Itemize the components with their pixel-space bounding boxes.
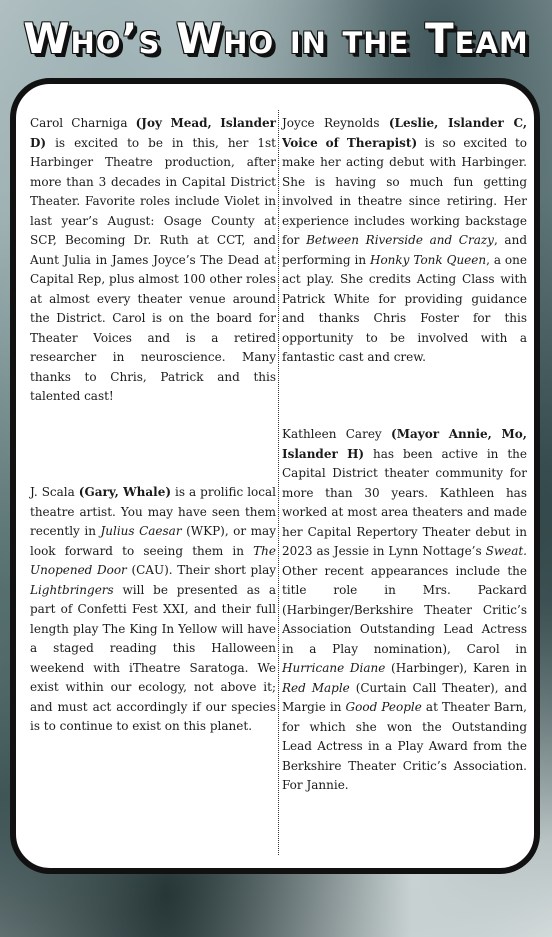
bio-text: will be presented as a part of Confetti Fest XXI, and their full length play The King In Yellow will have a staged reading this Halloween weekend with iTheatre Saratoga. We exist within our ecology, not above it; and must act accordingly if our species is to continue to exist on this planet. [30, 582, 276, 733]
bio-name: Kathleen Carey [282, 427, 382, 441]
bio-kathleen-carey [282, 425, 527, 796]
bio-text: is excited to be in this, her 1st Harbinger Theatre production, after more than 3 decades in Capital District Theater. Favorite roles include Violet in last year’s August: Osage County at SCP, Becoming Dr. Ruth at CCT, and Aunt Julia in James Joyce’s The Dead at Capital Rep, plus almost 100 other roles at almost every theater venue around the District. Carol is on the board for Theater Voices and is a retired researcher in neuroscience. Many thanks to Chris, Patrick and this talented cast! [30, 135, 276, 403]
bio-text: , and performing in [282, 233, 527, 267]
bio-role: (Joy Mead, Islander D) [30, 116, 276, 150]
bio-work-title: Good People [345, 700, 422, 714]
bio-text: (Harbinger), Karen in [385, 661, 528, 675]
bio-text: (WKP), or may look forward to seeing them in [30, 524, 276, 558]
bio-role: (Gary, Whale) [78, 485, 172, 499]
bio-carol-charniga [30, 114, 276, 407]
bio-work-title: Sweat. [485, 544, 527, 558]
bio-text: is so excited to make her acting debut with Harbinger. She is having so much fun getting involved in theatre since retiring. Her experience includes working backstage for [282, 135, 527, 247]
bio-work-title: The Unopened Door [30, 543, 276, 577]
bio-work-title: Red Maple [282, 680, 350, 695]
column-divider [278, 110, 279, 855]
bio-name: Joyce Reynolds [282, 116, 380, 130]
bio-role: (Mayor Annie, Mo, Islander H) [282, 427, 527, 461]
bio-text: Other recent appearances include the title role in Mrs. Packard (Harbinger/Berkshire Theater Critic’s Association Outstanding Lead Actress in a Play nomination), Carol in [282, 563, 527, 656]
bio-work-title: Lightbringers [30, 582, 114, 597]
bio-text: is a prolific local theatre artist. You may have seen them recently in [30, 485, 276, 538]
bio-j-scala [30, 483, 276, 737]
bio-work-title: Honky Tonk Queen [369, 252, 487, 267]
page-title: Who’s Who in the Team [23, 14, 529, 63]
bio-name: J. Scala [30, 485, 75, 499]
bio-work-title: Between Riverside and Crazy [306, 233, 494, 247]
bio-work-title: Hurricane Diane [282, 661, 386, 675]
bio-text: at Theater Barn, for which she won the Outstanding Lead Actress in a Play Award from the Berkshire Theater Critic’s Association. For Jannie. [282, 700, 527, 792]
bio-text: , a one act play. She credits Acting Class with Patrick White for providing guidance and thanks Chris Foster for this opportunity to be involved with a fantastic cast and crew. [282, 252, 527, 364]
bio-text: (Curtain Call Theater), and Margie in [282, 680, 527, 714]
bio-role: (Leslie, Islander C, Voice of Therapist) [282, 116, 527, 150]
bio-name: Carol Charniga [30, 116, 128, 130]
bio-text: has been active in the Capital District theater community for more than 30 years. Kathleen has worked at most area theaters and made her Capital Repertory Theater debut in 2023 as Jessie in Lynn Nottage’s [282, 446, 527, 558]
bio-text: (CAU). Their short play [126, 563, 277, 577]
bio-joyce-reynolds [282, 114, 527, 368]
bio-work-title: Julius Caesar [100, 524, 182, 538]
